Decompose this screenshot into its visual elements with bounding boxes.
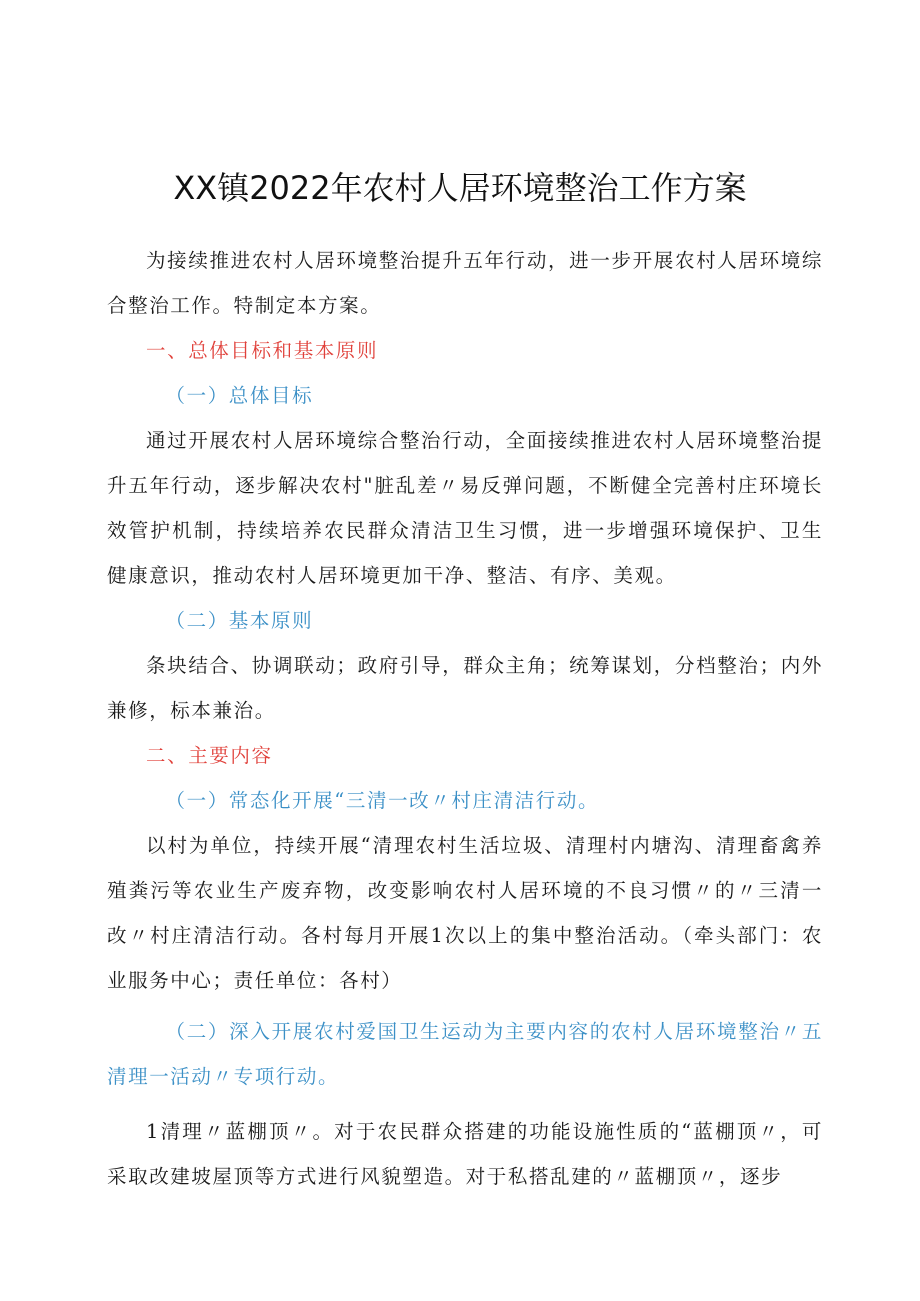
section-2-sub-2-heading: （二）深入开展农村爱国卫生运动为主要内容的农村人居环境整治〃五清理一活动〃专项行动。	[107, 1020, 823, 1088]
section-2-item-1-paragraph: 1清理〃蓝棚顶〃。对于农民群众搭建的功能设施性质的“蓝棚顶〃，可采取改建坡屋顶等方式进行风貌塑造。对于私搭乱建的〃蓝棚顶〃，逐步	[107, 1120, 823, 1188]
section-2-sub-1-heading: （一）常态化开展“三清一改〃村庄清洁行动。	[165, 789, 600, 812]
section-2-sub-1-paragraph: 以村为单位，持续开展“清理农村生活垃圾、清理村内塘沟、清理畜禽养殖粪污等农业生产废弃物，改变影响农村人居环境的不良习惯〃的〃三清一改〃村庄清洁行动。各村每月开展1次以上的集中整治活动。（牵头部门：农业服务中心；责任单位：各村）	[107, 834, 823, 992]
section-1-sub-2-heading: （二）基本原则	[165, 609, 314, 632]
section-1-sub-1-heading: （一）总体目标	[165, 384, 314, 407]
section-1-sub-1-paragraph: 通过开展农村人居环境综合整治行动，全面接续推进农村人居环境整治提升五年行动，逐步解决农村"脏乱差〃易反弹问题，不断健全完善村庄环境长效管护机制，持续培养农民群众清洁卫生习惯，进一步增强环境保护、卫生健康意识，推动农村人居环境更加干净、整洁、有序、美观。	[107, 429, 823, 587]
document-body	[107, 238, 823, 1199]
intro-paragraph: 为接续推进农村人居环境整治提升五年行动，进一步开展农村人居环境综合整治工作。特制定本方案。	[107, 249, 823, 317]
section-1-sub-2-paragraph: 条块结合、协调联动；政府引导，群众主角；统筹谋划，分档整治；内外兼修，标本兼治。	[107, 654, 823, 722]
section-2-heading: 二、主要内容	[146, 744, 273, 767]
section-1-heading: 一、总体目标和基本原则	[146, 339, 379, 362]
document-title: XX镇2022年农村人居环境整治工作方案	[173, 169, 747, 207]
